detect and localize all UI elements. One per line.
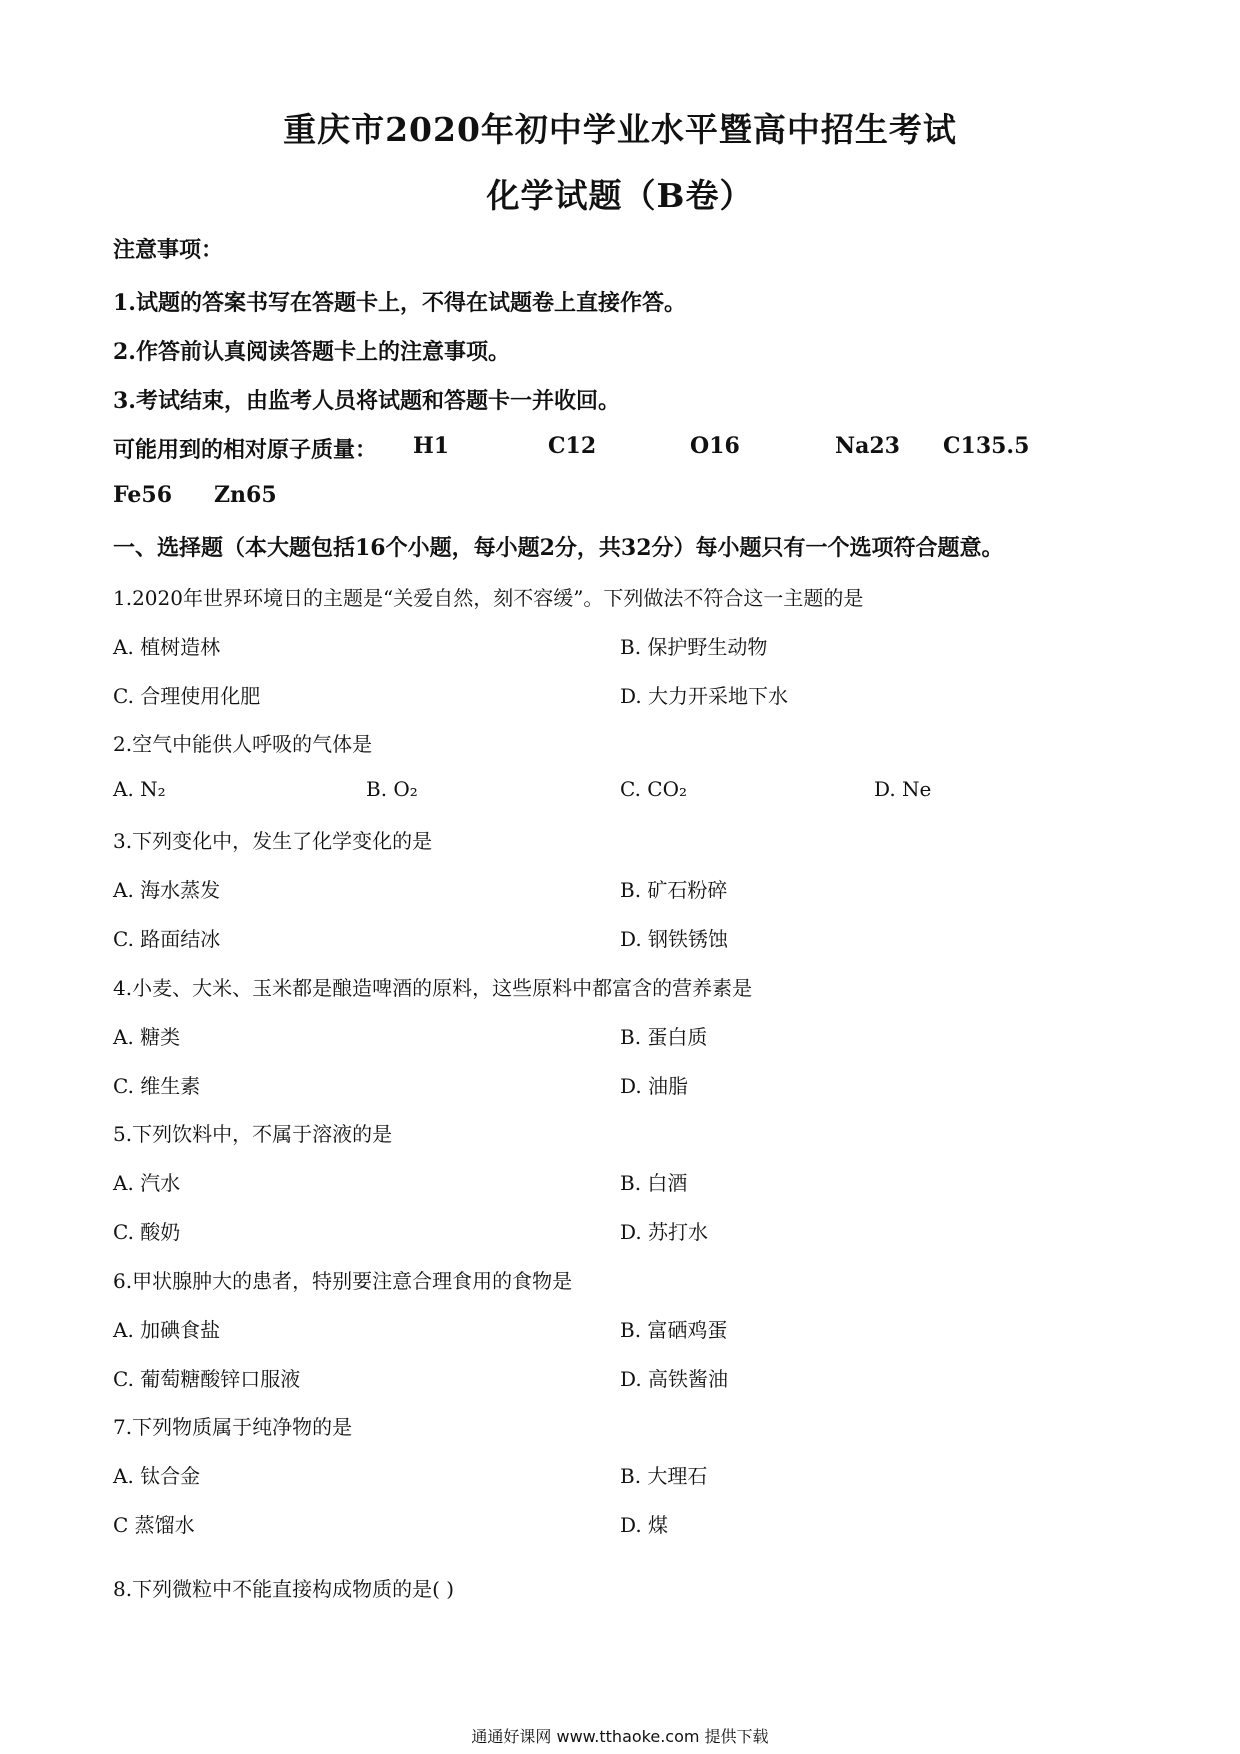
question-7-option-c: C 蒸馏水	[113, 1513, 195, 1537]
question-7-stem: 7.下列物质属于纯净物的是	[113, 1415, 353, 1439]
atomic-mass-o: O16	[690, 433, 740, 459]
atomic-mass-c: C12	[548, 433, 597, 459]
question-5-stem: 5.下列饮料中，不属于溶液的是	[113, 1122, 393, 1146]
question-4-option-c: C. 维生素	[113, 1074, 201, 1098]
question-7-option-d: D. 煤	[620, 1513, 669, 1537]
notice-heading: 注意事项：	[113, 237, 224, 263]
exam-title: 重庆市2020年初中学业水平暨高中招生考试	[283, 110, 957, 149]
question-2-option-b: B. O₂	[366, 777, 418, 801]
atomic-mass-fe: Fe56	[113, 482, 173, 508]
exam-subtitle: 化学试题（B卷）	[486, 176, 754, 215]
atomic-mass-zn: Zn65	[214, 482, 277, 508]
question-5-option-b: B. 白酒	[620, 1171, 688, 1195]
question-1-option-a: A. 植树造林	[113, 635, 221, 659]
question-6-stem: 6.甲状腺肿大的患者，特别要注意合理食用的食物是	[113, 1269, 573, 1293]
question-7-option-b: B. 大理石	[620, 1464, 708, 1488]
question-1-option-c: C. 合理使用化肥	[113, 684, 261, 708]
question-8-stem: 8.下列微粒中不能直接构成物质的是( )	[113, 1577, 455, 1601]
atomic-mass-h: H1	[413, 433, 450, 459]
question-2-option-a: A. N₂	[113, 777, 166, 801]
question-3-option-b: B. 矿石粉碎	[620, 878, 728, 902]
question-4-option-a: A. 糖类	[113, 1025, 181, 1049]
atomic-mass-cl: C135.5	[943, 433, 1030, 459]
question-1-stem: 1.2020年世界环境日的主题是“关爱自然，刻不容缓”。下列做法不符合这一主题的是	[113, 586, 864, 610]
question-6-option-a: A. 加碘食盐	[113, 1318, 221, 1342]
question-2-stem: 2.空气中能供人呼吸的气体是	[113, 732, 373, 756]
notice-item-1: 1.试题的答案书写在答题卡上，不得在试题卷上直接作答。	[113, 290, 686, 316]
question-3-stem: 3.下列变化中，发生了化学变化的是	[113, 829, 433, 853]
question-4-option-b: B. 蛋白质	[620, 1025, 708, 1049]
question-6-option-c: C. 葡萄糖酸锌口服液	[113, 1367, 301, 1391]
question-1-option-b: B. 保护野生动物	[620, 635, 768, 659]
question-4-option-d: D. 油脂	[620, 1074, 689, 1098]
question-7-option-a: A. 钛合金	[113, 1464, 201, 1488]
section-heading: 一、选择题（本大题包括16个小题，每小题2分，共32分）每小题只有一个选项符合题意。	[113, 535, 1004, 561]
atomic-mass-label: 可能用到的相对原子质量：	[113, 437, 378, 463]
question-4-stem: 4.小麦、大米、玉米都是酿造啤酒的原料，这些原料中都富含的营养素是	[113, 976, 753, 1000]
notice-item-3: 3.考试结束，由监考人员将试题和答题卡一并收回。	[113, 388, 620, 414]
download-footer: 通通好课网 www.tthaoke.com 提供下载	[471, 1727, 769, 1746]
question-6-option-b: B. 富硒鸡蛋	[620, 1318, 728, 1342]
question-3-option-a: A. 海水蒸发	[113, 878, 221, 902]
notice-item-2: 2.作答前认真阅读答题卡上的注意事项。	[113, 339, 510, 365]
question-2-option-c: C. CO₂	[620, 777, 688, 801]
atomic-mass-na: Na23	[835, 433, 900, 459]
question-2-option-d: D. Ne	[874, 777, 932, 801]
question-1-option-d: D. 大力开采地下水	[620, 684, 789, 708]
question-5-option-c: C. 酸奶	[113, 1220, 181, 1244]
question-5-option-d: D. 苏打水	[620, 1220, 709, 1244]
question-5-option-a: A. 汽水	[113, 1171, 181, 1195]
question-3-option-c: C. 路面结冰	[113, 927, 221, 951]
question-6-option-d: D. 高铁酱油	[620, 1367, 729, 1391]
question-3-option-d: D. 钢铁锈蚀	[620, 927, 729, 951]
